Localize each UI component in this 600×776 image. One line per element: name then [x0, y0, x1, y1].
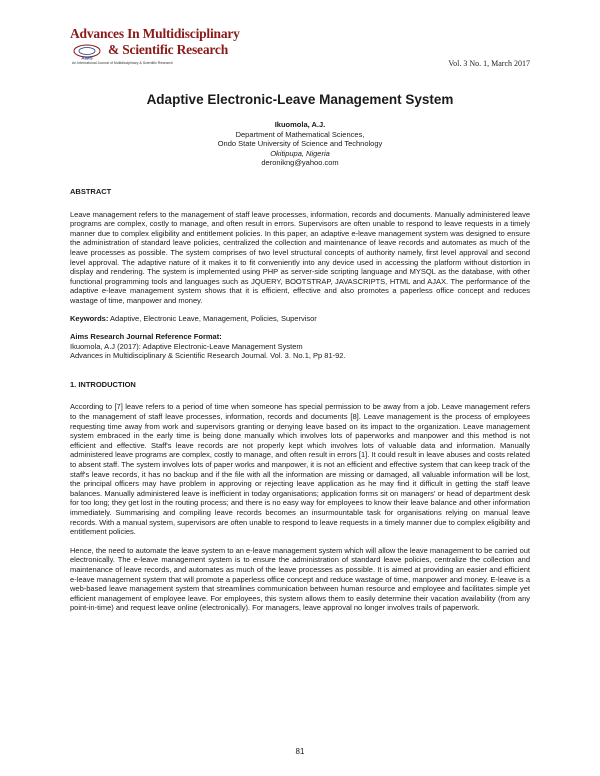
reference-line-1: Ikuomola, A.J (2017): Adaptive Electronic-Leave Management System	[70, 341, 303, 351]
keywords-label: Keywords:	[70, 313, 109, 323]
reference-format	[70, 332, 530, 361]
reference-line-2: Advances in Multidisciplinary & Scientific Research Journal. Vol. 3. No.1, Pp 81-92.	[70, 351, 346, 361]
abstract-heading: ABSTRACT	[70, 186, 112, 196]
paper-title: Adaptive Electronic-Leave Management System	[146, 92, 454, 107]
journal-tagline: An International Journal of Multidisciplinary & Scientific Research	[72, 61, 173, 65]
emblem-text: AIMS	[81, 55, 93, 61]
journal-logo	[70, 26, 240, 74]
journal-name-line2: & Scientific Research	[108, 42, 229, 57]
abstract-text: Leave management refers to the management of staff leave processes, information, records and documents. Manually administered leave programs are complex, costly to manage, and often result in errors. Supervisors are often unable to respond to leave requests in a timely manner due to complex eligibility and entitlement policies. In this paper, an adaptive e-leave management system was designed to ensure the administration of standard leave policies, centralized the collection and maintenance of leave records and automates as much of the leave processes as possible. The system comprises of two level structural concepts of authority namely, first level approval and second level approval. The adaptive nature of it makes it to fit conveniently into any device used in accessing the platform without distortion in display and rendering. The system is implemented using PHP as server-side scripting language and MYSQL as the database, with other functional programming tools and languages such as JQUERY, BOOTSTRAP, JAVASCRIPTS, HTML and AJAX. The performance of the adaptive e-leave management system shows that it is efficient, effective and also promotes a paperless office concept and reduces wastage of time, manpower and money.	[70, 209, 530, 305]
author-university: Ondo State University of Science and Technology	[217, 139, 383, 149]
introduction-paragraph-1: According to [7] leave refers to a period of time when someone has special permission to be away from a job. Leave management refers to the management of staff leave processes, information, records and documents [8]. Leave management is the process of employees requesting time away from work and supervisors granting or denying leave based on its impact to the organization. Leave management system embraced in the early time is being done manually which involves lots of paperworks and manpower and this method is not efficient and effective. Staff's leave records are not properly kept which involves lots of valuable data and information. Manually administered leave programs are complex, costly to manage, and often result in errors [1]. It could result in leave abuses and costs related to absent staff. The system involves lots of paper works and manpower, it is not an efficient and effective system that can keep track of the staff's leave records, it has no backup and if the file with all the information are missing or damaged, all valuable information will be lost, the principal officers may have problem in approving or rejecting leave application as he may find it difficult in getting the staff leave balances. Manually administered leave is inefficient in today organisations; application forms sit on managers' or head of department desk for too long; they get lost in the routing process; and there is no easy way for employees to know their leave balance and other information immediately. Summarising and compiling leave records becomes an insurmountable task for organisations relying on manual leave records. With a manual system, supervisors are often unable to respond to leave requests in a timely manner due to complex eligibility and entitlement policies.	[70, 402, 530, 537]
journal-name-line1: Advances In Multidisciplinary	[70, 26, 240, 41]
article-body	[70, 92, 530, 613]
author-email: deronikng@yahoo.com	[261, 158, 339, 168]
keywords-text: Adaptive, Electronic Leave, Management, Policies, Supervisor	[110, 313, 317, 323]
aims-emblem-icon	[72, 43, 102, 61]
author-location: Okitipupa, Nigeria	[270, 148, 330, 158]
journal-header	[70, 26, 530, 78]
volume-info: Vol. 3 No. 1, March 2017	[448, 59, 530, 68]
reference-format-label: Aims Research Journal Reference Format:	[70, 332, 222, 342]
introduction-heading: 1. INTRODUCTION	[70, 379, 136, 389]
keywords-line	[70, 314, 530, 324]
author-name: Ikuomola, A.J.	[274, 120, 326, 129]
introduction-paragraph-2: Hence, the need to automate the leave system to an e-leave management system which will allow the leave management to be carried out electronically. The e-leave management system is to ensure the administration of standard leave policies, centralize the collection and maintenance of leave records, and automates as much of the leave processes as possible. It is aimed at providing an easier and efficient e-leave management system that will promote a paperless office concept and reduce wastage of time, manpower and money. E-leave is a web-based leave management system that streamlines communication between human resource and employee and facilitates simple yet efficient management of employee leave. For employees, this system allows them to easily determine their vacation availability (from any point-in-time) and request leave online (electronically). For managers, leave approval no longer involves trails of paperwork.	[70, 545, 530, 613]
author-block	[70, 120, 530, 168]
author-department: Department of Mathematical Sciences,	[235, 129, 365, 139]
page-number: 81	[295, 747, 305, 756]
